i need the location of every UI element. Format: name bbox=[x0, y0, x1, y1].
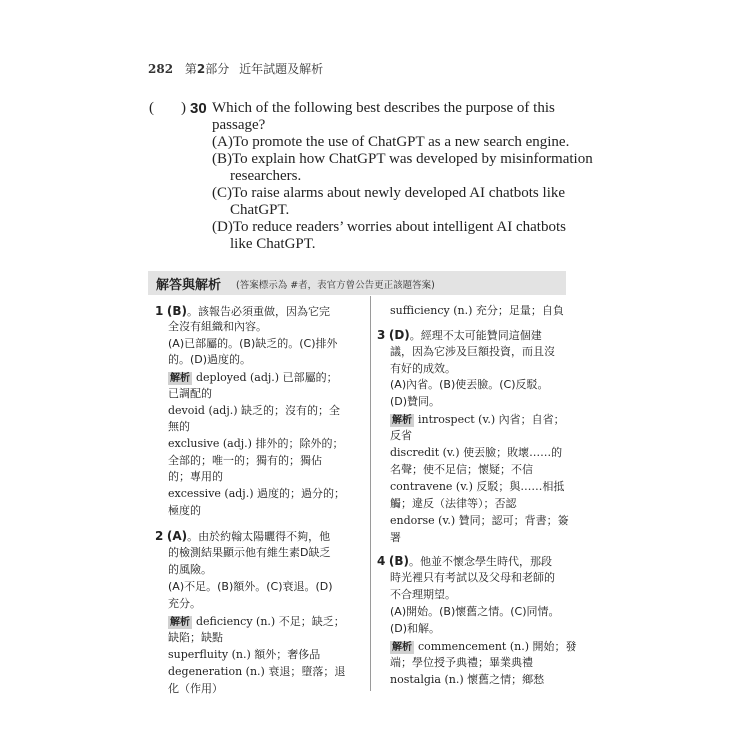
option-a: (A)To promote the use of ChatGPT as a new search engine. bbox=[212, 134, 570, 150]
answer-text: 化（作用） bbox=[168, 682, 223, 695]
explanation-tag: 解析 bbox=[170, 373, 190, 384]
vocab-entry: endorse (v.) 贊同；認可；背書；簽 bbox=[390, 514, 569, 527]
answer-text: 不合理期望。 bbox=[390, 588, 456, 601]
answer-text: 缺陷；缺點 bbox=[168, 631, 223, 644]
explanation-tag: 解析 bbox=[392, 415, 412, 426]
answer-2: 2 (A)。由於約翰太陽曬得不夠，他 bbox=[155, 529, 331, 543]
answer-section-header bbox=[148, 271, 566, 295]
answer-text: 充分。 bbox=[168, 597, 201, 610]
answer-section-title: 解答與解析 bbox=[156, 278, 222, 293]
vocab-entry: 解析 deficiency (n.) 不足；缺乏； bbox=[170, 615, 345, 628]
answer-text: 名聲；使不足信；懷疑；不信 bbox=[390, 463, 533, 476]
answer-text: 署 bbox=[390, 531, 401, 544]
answer-4: 4 (B)。他並不懷念學生時代，那段 bbox=[377, 554, 552, 568]
option-d-cont: like ChatGPT. bbox=[230, 236, 316, 252]
answer-text: (A)開始。(B)懷舊之情。(C)同情。 bbox=[390, 605, 560, 618]
vocab-entry: 解析 deployed (adj.) 已部屬的； bbox=[170, 371, 338, 384]
vocab-entry: degeneration (n.) 衰退；墮落；退 bbox=[168, 665, 346, 678]
answer-text: 端；學位授予典禮；畢業典禮 bbox=[390, 656, 533, 669]
answer-text: 已調配的 bbox=[168, 387, 212, 400]
answer-text: (A)內省。(B)使丟臉。(C)反駁。 bbox=[390, 378, 549, 391]
option-c-cont: ChatGPT. bbox=[230, 202, 290, 218]
answer-text: 的。(D)過度的。 bbox=[168, 353, 252, 366]
answer-text: (A)不足。(B)額外。(C)衰退。(D) bbox=[168, 580, 333, 593]
answer-text: 全沒有組織和內容。 bbox=[168, 320, 267, 333]
vocab-entry: devoid (adj.) 缺乏的；沒有的；全 bbox=[168, 404, 341, 417]
answer-text: 議，因為它涉及巨額投資，而且沒 bbox=[390, 345, 555, 358]
question-stem: Which of the following best describes the purpose of this bbox=[212, 100, 555, 116]
answer-section-note: (答案標示為 #者，表官方曾公告更正該題答案) bbox=[236, 280, 435, 291]
option-c: (C)To raise alarms about newly developed AI chatbots like bbox=[212, 185, 566, 201]
column-divider bbox=[370, 296, 371, 691]
option-b-cont: researchers. bbox=[230, 168, 302, 184]
answer-paren-open: ( bbox=[149, 100, 154, 116]
vocab-entry: 解析 introspect (v.) 內省；自省； bbox=[392, 413, 565, 426]
answer-text: 極度的 bbox=[168, 504, 201, 517]
option-b: (B)To explain how ChatGPT was developed by misinformation bbox=[212, 151, 593, 167]
vocab-entry: nostalgia (n.) 懷舊之情；鄉愁 bbox=[390, 673, 545, 686]
answer-text: (D)和解。 bbox=[390, 622, 441, 635]
answer-text: 的；專用的 bbox=[168, 470, 223, 483]
answer-text: 時光裡只有考試以及父母和老師的 bbox=[390, 571, 555, 584]
vocab-entry: 解析 commencement (n.) 開始；發 bbox=[392, 640, 577, 653]
answer-paren-close: ) bbox=[181, 100, 186, 116]
vocab-entry: sufficiency (n.) 充分；足量；自負 bbox=[390, 304, 564, 317]
section-title: 近年試題及解析 bbox=[239, 62, 324, 76]
vocab-entry: contravene (v.) 反駁；與……相抵 bbox=[390, 480, 565, 493]
explanation-tag: 解析 bbox=[392, 642, 412, 653]
vocab-entry: excessive (adj.) 過度的；過分的； bbox=[168, 487, 345, 500]
answer-text: 無的 bbox=[168, 420, 190, 433]
part-label: 第2部分 bbox=[184, 62, 230, 76]
option-d: (D)To reduce readers’ worries about intelligent AI chatbots bbox=[212, 219, 566, 235]
vocab-entry: discredit (v.) 使丟臉；敗壞……的 bbox=[390, 446, 563, 459]
page-header bbox=[148, 60, 323, 77]
answer-text: 的檢測結果顯示他有維生素D缺乏 bbox=[168, 546, 331, 559]
explanation-tag: 解析 bbox=[170, 617, 190, 628]
answer-1: 1 (B)。該報告必須重做，因為它完 bbox=[155, 304, 330, 318]
answer-text: 觸；違反（法律等）；否認 bbox=[390, 497, 517, 510]
answer-text: 反省 bbox=[390, 429, 412, 442]
question-number: 30 bbox=[190, 100, 207, 117]
vocab-entry: exclusive (adj.) 排外的；除外的； bbox=[168, 437, 344, 450]
question-stem-cont: passage? bbox=[212, 117, 266, 133]
answer-text: 有好的成效。 bbox=[390, 362, 456, 375]
answer-text: (A)已部屬的。(B)缺乏的。(C)排外 bbox=[168, 337, 338, 350]
answer-text: (D)贊同。 bbox=[390, 395, 441, 408]
answer-3: 3 (D)。經理不太可能贊同這個建 bbox=[377, 328, 542, 342]
page-number: 282 bbox=[148, 62, 174, 76]
answer-text: 全部的；唯一的；獨有的；獨佔 bbox=[168, 454, 322, 467]
vocab-entry: superfluity (n.) 額外；奢侈品 bbox=[168, 648, 321, 661]
answer-text: 的風險。 bbox=[168, 563, 212, 576]
